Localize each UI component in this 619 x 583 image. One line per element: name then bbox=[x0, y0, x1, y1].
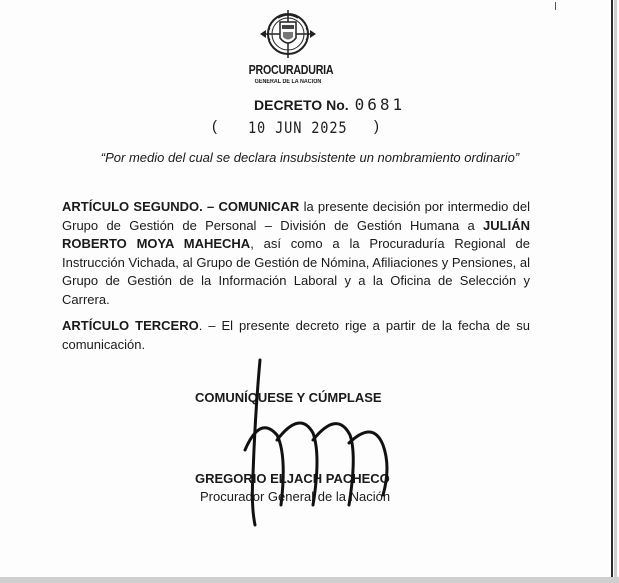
article-second-paragraph bbox=[62, 198, 530, 310]
decree-subject: “Por medio del cual se declara insubsistente un nombramiento ordinario” bbox=[100, 150, 520, 165]
signer-title: Procurador General de la Nación bbox=[200, 489, 391, 504]
decree-date: 10 JUN 2025 bbox=[248, 118, 348, 137]
signer-name: GREGORIO ELJACH PACHECO bbox=[195, 471, 390, 486]
article-third-text: . – El presente decreto rige a partir de la fecha de su comunicación. bbox=[62, 318, 530, 352]
article-third-heading: ARTÍCULO TERCERO bbox=[62, 318, 199, 333]
article-second-person-name: JULIÁN ROBERTO MOYA MAHECHA bbox=[62, 217, 530, 252]
decree-number: 0681 bbox=[354, 95, 406, 114]
organization-subtitle: GENERAL DE LA NACION bbox=[254, 79, 322, 85]
article-second-heading: ARTÍCULO SEGUNDO. – COMUNICAR bbox=[62, 199, 300, 214]
article-third-paragraph bbox=[62, 317, 530, 354]
handwritten-signature bbox=[215, 355, 405, 530]
article-second-text-1: la presente decisión por intermedio del Grupo de Gestión de Personal – División de Gestión Humana a bbox=[62, 199, 530, 233]
scan-bottom-edge bbox=[0, 577, 619, 583]
article-second-text-2: , así como a la Procuraduría Regional de Instrucción Vichada, al Grupo de Gestión de Nómina, Afiliaciones y Pensiones, al Grupo de Gestión de la Información Laboral y a la Oficina de Selección y Carrera. bbox=[62, 236, 530, 307]
date-paren-open: ( bbox=[212, 118, 217, 135]
decree-date-row bbox=[212, 118, 392, 138]
decree-label: DECRETO No. bbox=[254, 97, 349, 113]
decree-heading bbox=[254, 95, 405, 115]
closing-formula: COMUNÍQUESE Y CÚMPLASE bbox=[195, 390, 382, 405]
scan-edge bbox=[614, 0, 617, 583]
organization-name: PROCURADURIA bbox=[248, 62, 334, 77]
scan-mark bbox=[555, 2, 561, 10]
page-border-line bbox=[611, 0, 613, 583]
coat-of-arms-emblem-icon bbox=[256, 8, 320, 64]
date-paren-close: ) bbox=[374, 118, 379, 135]
